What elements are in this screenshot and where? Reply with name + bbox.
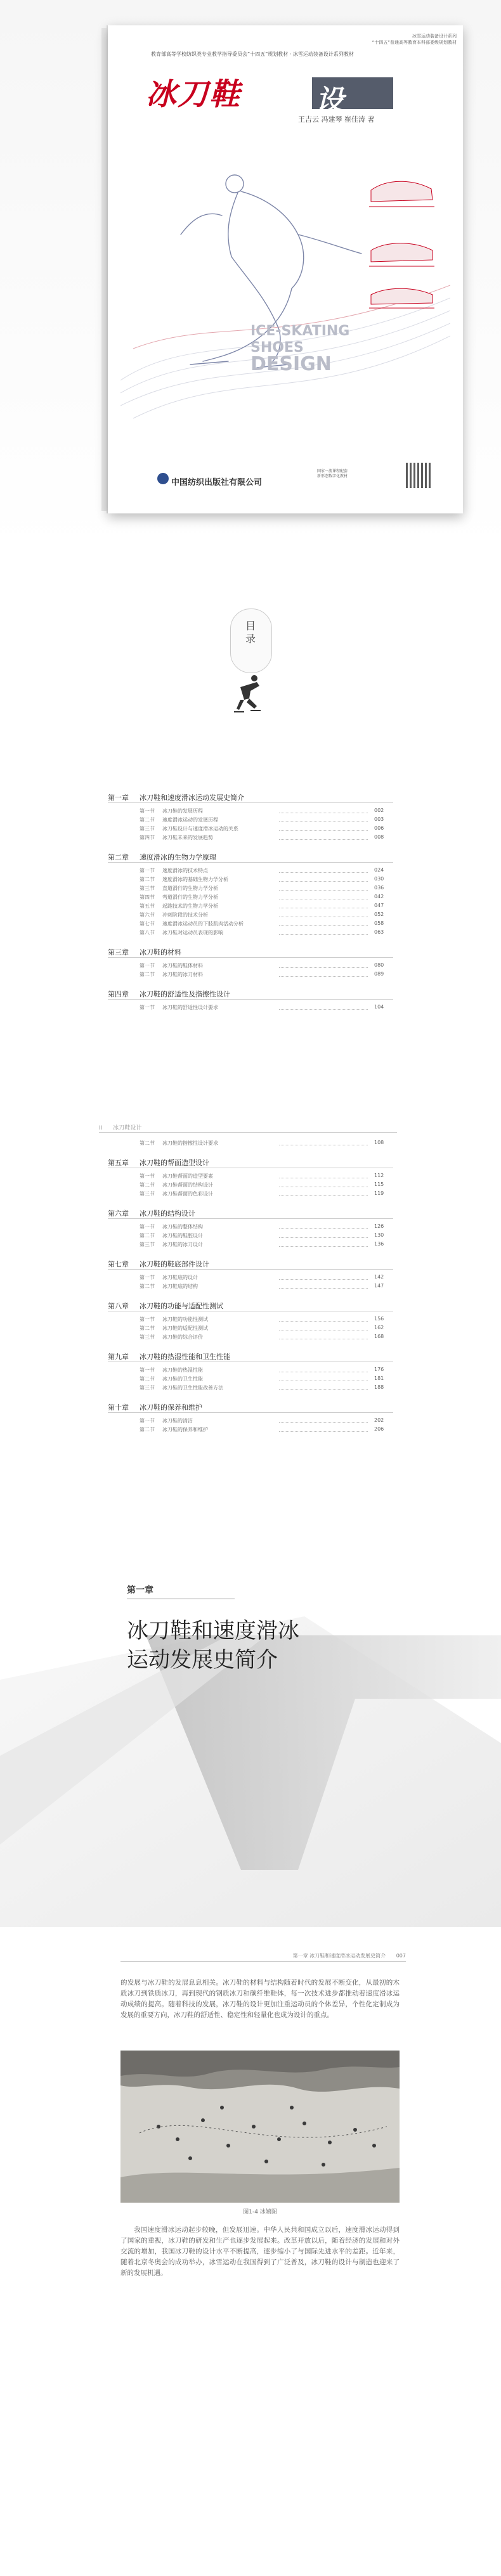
figure-caption: 图1-4 冰嬉图 xyxy=(243,2209,277,2215)
boot-sketch-1 xyxy=(369,181,434,207)
toc-section-number: 第七节 xyxy=(140,921,155,927)
toc-chapter[interactable] xyxy=(108,947,181,957)
toc-section-number: 第一节 xyxy=(140,1005,155,1010)
divider xyxy=(108,957,393,958)
toc-page-number: 206 xyxy=(374,1426,384,1432)
toc-section[interactable] xyxy=(140,1190,213,1197)
toc-section[interactable] xyxy=(140,1173,213,1180)
toc-section-title: 弯道滑行的生物力学分析 xyxy=(162,894,218,900)
toc-section[interactable] xyxy=(140,808,203,815)
toc-page-number: 126 xyxy=(374,1223,384,1229)
toc-leader xyxy=(279,1389,368,1390)
toc-section-title: 冰刀鞋的整体结构 xyxy=(162,1224,203,1230)
toc-leader xyxy=(279,821,368,822)
toc-chapter-number: 第八章 xyxy=(108,1302,129,1310)
toc-section-number: 第二节 xyxy=(140,817,155,823)
toc-section-title: 冰刀鞋的揩擦性设计要求 xyxy=(162,1140,218,1146)
divider xyxy=(108,1218,393,1219)
toc-leader xyxy=(279,1431,368,1432)
painting-image xyxy=(120,2051,400,2203)
boot-sketch-2 xyxy=(369,243,434,266)
running-head-text: 第一章 冰刀鞋和速度滑冰运动发展史简介 xyxy=(292,1953,386,1959)
toc-page-number: 008 xyxy=(374,834,384,840)
divider xyxy=(108,1412,393,1413)
divider xyxy=(108,999,393,1000)
toc-page-2-wrapper xyxy=(99,1125,393,1471)
toc-chapter-number: 第十章 xyxy=(108,1403,129,1412)
toc-leader xyxy=(279,967,368,968)
toc-section-title: 冰刀鞋底的设计 xyxy=(162,1275,198,1280)
toc2-header xyxy=(99,1123,141,1131)
toc-section-number: 第二节 xyxy=(140,877,155,882)
toc-chapter[interactable] xyxy=(108,852,216,862)
toc-section[interactable] xyxy=(140,903,218,910)
toc-page-number: 181 xyxy=(374,1375,384,1381)
toc-leader xyxy=(279,1195,368,1196)
toc-section[interactable] xyxy=(140,1182,213,1188)
paragraph: 的发展与冰刀鞋的发展息息相关。冰刀鞋的材料与结构随着时代的发展不断变化，从最初的木质冰刀到铁质冰刀，再到现代的钢质冰刀和碳纤维鞋体，每一次技术进步都推动着速度滑冰运动成绩的提高。随着科技的发展，冰刀鞋的设计更加注重运动员的个体差异，个性化定制成为发展的重要方向，冰刀鞋的舒适性、稳定性和轻量化也成为设计的重点。 xyxy=(120,1979,400,2019)
toc-section-number: 第四节 xyxy=(140,894,155,900)
publisher-name: 中国纺织出版社有限公司 xyxy=(171,478,263,487)
toc-section-title: 冰刀鞋的发展历程 xyxy=(162,808,203,814)
toc-leader xyxy=(279,890,368,891)
toc-chapter[interactable] xyxy=(108,1301,223,1311)
toc2-page-number: II xyxy=(99,1125,103,1131)
authors: 王吉云 冯建琴 崔佳涛 著 xyxy=(298,115,375,124)
toc-section-number: 第三节 xyxy=(140,1385,155,1391)
toc-page-number: 112 xyxy=(374,1173,384,1178)
toc-chapter-number: 第三章 xyxy=(108,948,129,956)
toc-page-number: 119 xyxy=(374,1190,384,1196)
toc-page-1 xyxy=(108,792,393,1122)
toc-chapter-number: 第七章 xyxy=(108,1260,129,1268)
toc-chapter-number: 第五章 xyxy=(108,1159,129,1167)
body-page xyxy=(95,1952,406,2573)
toc-section[interactable] xyxy=(140,1375,203,1382)
toc-section-number: 第二节 xyxy=(140,1182,155,1188)
toc-section-number: 第二节 xyxy=(140,1376,155,1382)
toc-leader xyxy=(279,1321,368,1322)
toc-section-title: 冰刀鞋的综合评价 xyxy=(162,1334,203,1340)
toc-section[interactable] xyxy=(140,1325,208,1332)
book-cover xyxy=(108,25,463,513)
english-line: DESIGN xyxy=(251,353,332,375)
toc-leader xyxy=(279,1237,368,1238)
toc-section-title: 冰刀鞋的卫生性能改善方法 xyxy=(162,1385,223,1391)
toc-section[interactable] xyxy=(140,1223,203,1230)
toc-section-number: 第三节 xyxy=(140,1191,155,1197)
toc-leader xyxy=(279,925,368,926)
toc-page-number: 130 xyxy=(374,1232,384,1238)
toc-chapter-title: 冰刀鞋和速度滑冰运动发展史简介 xyxy=(140,794,244,802)
toc-section-title: 冰刀鞋的适配性测试 xyxy=(162,1325,208,1331)
toc-leader xyxy=(279,934,368,935)
toc-section[interactable] xyxy=(140,1232,203,1239)
toc-section-title: 冰刀鞋的冰刀设计 xyxy=(162,1242,203,1247)
toc-chapter-title: 冰刀鞋的功能与适配性测试 xyxy=(140,1302,223,1310)
series-info xyxy=(361,33,457,46)
toc-section[interactable] xyxy=(140,962,203,969)
toc-section-title: 起跑技术的生物力学分析 xyxy=(162,903,218,909)
toc-section-number: 第一节 xyxy=(140,1275,155,1280)
toc-section[interactable] xyxy=(140,1426,208,1433)
toc-chapter-title: 冰刀鞋的材料 xyxy=(140,948,181,956)
qr-code xyxy=(406,463,431,488)
toc-page-number: 108 xyxy=(374,1140,384,1145)
toc-page-number: 202 xyxy=(374,1417,384,1423)
toc-section[interactable] xyxy=(140,1417,193,1424)
toc-chapter[interactable] xyxy=(108,1157,209,1168)
toc-page-number: 168 xyxy=(374,1334,384,1339)
toc-section[interactable] xyxy=(140,894,218,901)
toc-page-number: 188 xyxy=(374,1384,384,1390)
toc-section[interactable] xyxy=(140,876,228,883)
toc-page-number: 176 xyxy=(374,1367,384,1372)
chapter-title xyxy=(127,1616,299,1675)
toc-section-number: 第二节 xyxy=(140,1140,155,1146)
toc-chapter-title: 冰刀鞋的结构设计 xyxy=(140,1209,195,1218)
toc-chapter[interactable] xyxy=(108,1402,202,1412)
toc-section-number: 第一节 xyxy=(140,1418,155,1424)
toc-section-number: 第三节 xyxy=(140,826,155,832)
toc-section-number: 第一节 xyxy=(140,1173,155,1179)
toc-leader xyxy=(279,830,368,831)
book-cover-section xyxy=(0,0,501,551)
toc-section-title: 冰刀鞋的保养和维护 xyxy=(162,1427,208,1433)
toc-section[interactable] xyxy=(140,1334,203,1341)
toc-section-number: 第八节 xyxy=(140,930,155,936)
skater-illustration xyxy=(120,139,450,437)
toc-section[interactable] xyxy=(140,911,208,918)
page-number: 007 xyxy=(396,1953,406,1959)
toc-section-title: 直道滑行的生物力学分析 xyxy=(162,886,218,891)
chapter-title-line: 冰刀鞋和速度滑冰 xyxy=(127,1618,299,1644)
toc-section-title: 冰刀鞋帮面的结构设计 xyxy=(162,1182,213,1188)
toc-leader xyxy=(279,1422,368,1423)
toc-section-title: 冰刀鞋设计与速度滑冰运动的关系 xyxy=(162,826,238,832)
toc-page-number: 036 xyxy=(374,885,384,891)
toc2-header-text: 冰刀鞋设计 xyxy=(113,1125,142,1131)
toc-section-title: 冰刀鞋未来的发展趋势 xyxy=(162,835,213,840)
toc-section-number: 第一节 xyxy=(140,963,155,969)
toc-section-title: 速度滑冰运动的发展历程 xyxy=(162,817,218,823)
toc-chapter-number: 第一章 xyxy=(108,794,129,802)
series-line: 冰雪运动装备设计系列 xyxy=(412,34,457,39)
toc-chapter-title: 冰刀鞋的帮面造型设计 xyxy=(140,1159,209,1167)
toc-leader xyxy=(279,976,368,977)
toc-leader xyxy=(279,1288,368,1289)
toc-section-title: 冰刀鞋的卫生性能 xyxy=(162,1376,203,1382)
toc-title: 目录 xyxy=(245,620,256,645)
divider xyxy=(99,1132,397,1133)
toc-chapter[interactable] xyxy=(108,1259,209,1269)
toc-page-number: 006 xyxy=(374,825,384,831)
toc-chapter-title: 冰刀鞋的鞋底部件设计 xyxy=(140,1260,209,1268)
toc-section-title: 速度滑冰的基础生物力学分析 xyxy=(162,877,228,882)
toc-section-number: 第一节 xyxy=(140,1317,155,1322)
toc-section-title: 冰刀鞋帮面的造型要素 xyxy=(162,1173,213,1179)
toc-page-number: 042 xyxy=(374,894,384,899)
toc-section-title: 冰刀鞋的热湿性能 xyxy=(162,1367,203,1373)
toc-section-title: 冰刀鞋的清洁 xyxy=(162,1418,193,1424)
toc-chapter[interactable] xyxy=(108,1351,230,1362)
toc-chapter-number: 第六章 xyxy=(108,1209,129,1218)
divider xyxy=(120,1961,406,1962)
qr-note-line: 新形态数字化教材 xyxy=(317,474,348,479)
toc-section[interactable] xyxy=(140,1283,198,1290)
opener-background-shapes xyxy=(0,1490,501,1927)
toc-section-number: 第一节 xyxy=(140,808,155,814)
chapter-label: 第一章 xyxy=(127,1585,153,1595)
toc-section-number: 第一节 xyxy=(140,1367,155,1373)
toc-page-number: 002 xyxy=(374,808,384,813)
toc-section[interactable] xyxy=(140,885,218,892)
toc-section-title: 冰刀鞋的鞋腔设计 xyxy=(162,1233,203,1239)
toc-page-number: 104 xyxy=(374,1004,384,1010)
toc-section[interactable] xyxy=(140,929,223,936)
english-title xyxy=(251,323,349,373)
toc-leader xyxy=(279,881,368,882)
running-head xyxy=(241,1952,406,1959)
toc-chapter-number: 第四章 xyxy=(108,990,129,998)
cover-top-info: 教育部高等学校纺织类专业教学指导委员会“十四五”规划教材 · 冰雪运动装备设计系列教材 xyxy=(151,51,354,57)
toc-section-number: 第二节 xyxy=(140,1427,155,1433)
toc-page-number: 142 xyxy=(374,1274,384,1280)
chapter-opener xyxy=(0,1490,501,1927)
toc-page-number: 003 xyxy=(374,816,384,822)
toc-section[interactable] xyxy=(140,1367,203,1374)
toc-page-number: 052 xyxy=(374,911,384,917)
toc-section-title: 冲刺阶段的技术分析 xyxy=(162,912,208,918)
toc-page-2 xyxy=(108,1140,393,1469)
toc-badge-section xyxy=(0,609,501,748)
toc-page-number: 024 xyxy=(374,867,384,873)
toc-section-number: 第二节 xyxy=(140,972,155,977)
toc-section-title: 速度滑冰运动员的下肢肌肉活动分析 xyxy=(162,921,244,927)
toc-leader xyxy=(279,839,368,840)
chapter-title-line: 运动发展史简介 xyxy=(127,1647,278,1673)
toc-section-number: 第二节 xyxy=(140,1284,155,1289)
toc-section[interactable] xyxy=(140,1140,218,1147)
toc-section-number: 第三节 xyxy=(140,886,155,891)
toc-page-number: 089 xyxy=(374,971,384,977)
toc-section[interactable] xyxy=(140,816,218,823)
toc-chapter-title: 冰刀鞋的热湿性能和卫生性能 xyxy=(140,1353,230,1361)
toc-page-number: 030 xyxy=(374,876,384,882)
toc-section-number: 第四节 xyxy=(140,835,155,840)
toc-chapter[interactable] xyxy=(108,989,230,999)
toc-section[interactable] xyxy=(140,1004,218,1011)
toc-section-number: 第六节 xyxy=(140,912,155,918)
toc-section-title: 冰刀鞋底的结构 xyxy=(162,1284,198,1289)
toc-page-number: 047 xyxy=(374,903,384,908)
toc-leader xyxy=(279,1246,368,1247)
toc-section-number: 第一节 xyxy=(140,1224,155,1230)
toc-leader xyxy=(279,1279,368,1280)
toc-leader xyxy=(279,1009,368,1010)
toc-section[interactable] xyxy=(140,971,203,978)
paragraph: 我国速度滑冰运动起步较晚，但发展迅速。中华人民共和国成立以后，速度滑冰运动得到了国家的重视，冰刀鞋的研发和生产也逐步发展起来。改革开放以后，随着经济的发展和对外交流的增加，我国冰刀鞋的设计水平不断提高，逐步缩小了与国际先进水平的差距。近年来，随着北京冬奥会的成功举办，冰雪运动在我国得到了广泛普及，冰刀鞋的设计与制造也迎来了新的发展机遇。 xyxy=(120,2226,400,2277)
toc-section-title: 冰刀鞋帮面的色彩设计 xyxy=(162,1191,213,1197)
toc-page-number: 058 xyxy=(374,920,384,926)
toc-section-number: 第二节 xyxy=(140,1233,155,1239)
toc-section[interactable] xyxy=(140,867,208,874)
toc-section-title: 冰刀鞋的功能性测试 xyxy=(162,1317,208,1322)
toc-section[interactable] xyxy=(140,1384,223,1391)
toc-page-number: 063 xyxy=(374,929,384,935)
qr-note-line: 国家一流课程配套 xyxy=(317,469,348,473)
publisher-logo xyxy=(157,473,169,484)
series-line: “十四五”普通高等教育本科部委级规划教材 xyxy=(372,40,457,45)
toc-section-title: 速度滑冰的技术特点 xyxy=(162,868,208,873)
toc-chapter-number: 第九章 xyxy=(108,1353,129,1361)
toc-page-number: 156 xyxy=(374,1316,384,1322)
toc-section[interactable] xyxy=(140,825,238,832)
toc-chapter-title: 冰刀鞋的舒适性及揩擦性设计 xyxy=(140,990,230,998)
divider xyxy=(108,862,393,863)
toc-section-number: 第一节 xyxy=(140,868,155,873)
toc-section-number: 第二节 xyxy=(140,1325,155,1331)
toc-section-number: 第三节 xyxy=(140,1334,155,1340)
toc-section[interactable] xyxy=(140,834,213,841)
toc-page-number: 080 xyxy=(374,962,384,968)
toc-section[interactable] xyxy=(140,920,244,927)
toc-section[interactable] xyxy=(140,1316,208,1323)
toc-page-number: 115 xyxy=(374,1182,384,1187)
toc-leader xyxy=(279,1228,368,1229)
toc-section-title: 冰刀鞋的冰刀材料 xyxy=(162,972,203,977)
toc-chapter-number: 第二章 xyxy=(108,853,129,861)
divider xyxy=(108,802,393,803)
english-line: SHOES xyxy=(251,340,304,356)
english-line: ICE-SKATING xyxy=(251,323,350,339)
toc-page-number: 136 xyxy=(374,1241,384,1247)
qr-note xyxy=(317,469,374,479)
boot-sketch-3 xyxy=(369,288,434,308)
title-white-part: 设计 xyxy=(316,84,344,157)
title-red-part: 冰刀鞋 xyxy=(146,77,242,112)
toc-section[interactable] xyxy=(140,1241,203,1248)
toc-page-number: 147 xyxy=(374,1283,384,1289)
toc-section[interactable] xyxy=(140,1274,198,1281)
toc-chapter-title: 速度滑冰的生物力学原理 xyxy=(140,853,216,861)
toc-section-number: 第五节 xyxy=(140,903,155,909)
divider xyxy=(108,1269,393,1270)
toc-section-title: 冰刀鞋的鞋体材料 xyxy=(162,963,203,969)
toc-section-title: 冰刀鞋的舒适性设计要求 xyxy=(162,1005,218,1010)
toc-chapter[interactable] xyxy=(108,1208,195,1218)
skater-figure-icon xyxy=(231,672,270,716)
toc-leader xyxy=(279,872,368,873)
toc-chapter[interactable] xyxy=(108,792,244,802)
toc-page-number: 162 xyxy=(374,1325,384,1330)
toc-chapter-title: 冰刀鞋的保养和维护 xyxy=(140,1403,202,1412)
toc-section-title: 冰刀鞋对运动员表现的影响 xyxy=(162,930,223,936)
toc-section-number: 第三节 xyxy=(140,1242,155,1247)
